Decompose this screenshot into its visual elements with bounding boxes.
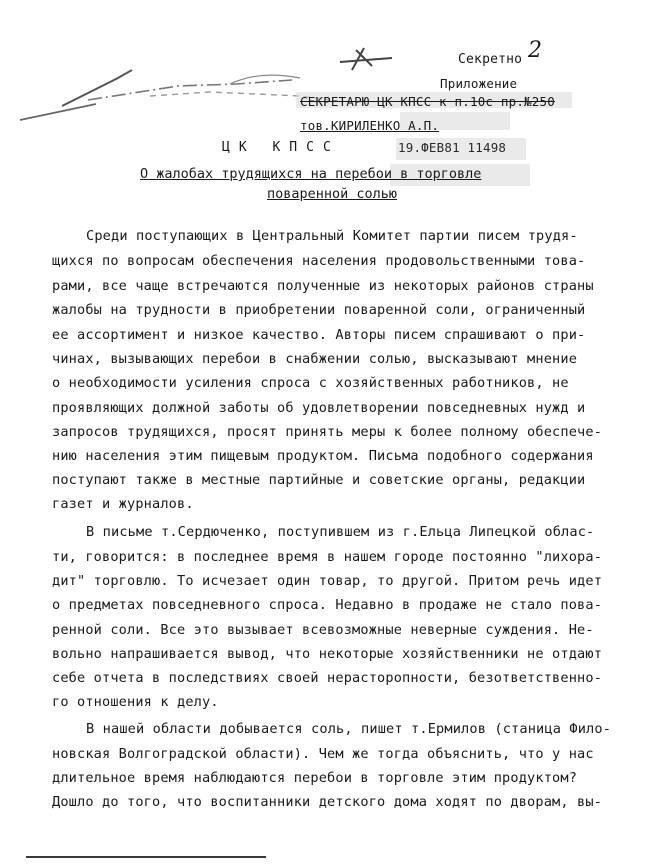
- body-line: длительное время наблюдаются перебои в торговле этим продуктом?: [52, 770, 578, 786]
- body-line: поступают также в местные партийные и советские органы, редакции: [52, 472, 586, 488]
- body-line: о предметах повседневного спроса. Недавно в продаже не стало пова-: [52, 597, 603, 613]
- secret-mark: Секретно: [458, 52, 523, 67]
- bottom-rule: [26, 856, 266, 858]
- body-line: себе отчета в последствиях своей нерасторопности, безответственно-: [52, 670, 603, 686]
- body-line: В нашей области добывается соль, пишет т.Ермилов (станица Фило-: [86, 721, 612, 737]
- body-line: чинах, вызывающих перебои в снабжении солью, высказывают мнение: [52, 351, 578, 367]
- subject-line-2: поваренной солью: [267, 186, 398, 202]
- addressee: тов.КИРИЛЕНКО А.П.: [300, 118, 440, 133]
- secretary-line: СЕКРЕТАРЮ ЦК КПСС к п.10с пр.№250: [300, 94, 555, 109]
- body-line: го отношения к делу.: [52, 694, 219, 710]
- body-line: газет и журналов.: [52, 496, 194, 512]
- body-line: новская Волгоградской области). Чем же тогда объяснить, что у нас: [52, 746, 594, 762]
- page-number: 2: [528, 38, 543, 63]
- body-line: ти, говорится: в последнее время в нашем городе постоянно "лихора-: [52, 549, 603, 565]
- date-stamp: 19.ФЕВ81 11498: [398, 140, 507, 155]
- body-line: рами, все чаще встречаются полученные из некоторых районов страны: [52, 278, 594, 294]
- body-line: дит" торговлю. То исчезает один товар, то другой. Притом речь идет: [52, 573, 603, 589]
- body-line: ренной соли. Все это вызывает всевозможные неверные суждения. Не-: [52, 622, 594, 638]
- body-line: Среди поступающих в Центральный Комитет партии писем трудя-: [86, 228, 578, 244]
- central-committee: ЦК КПСС: [222, 140, 340, 155]
- handwritten-scrawl: [0, 40, 420, 130]
- body-line: нию населения этим пищевым продуктом. Письма подобного содержания: [52, 448, 594, 464]
- body-line: вольно напрашивается вывод, что некоторые хозяйственники не отдают: [52, 646, 603, 662]
- attachment-label: Приложение: [440, 76, 518, 91]
- body-line: проявляющих должной заботы об удовлетворении повседневных нужд и: [52, 400, 586, 416]
- body-line: В письме т.Сердюченко, поступившем из г.Ельца Липецкой облас-: [86, 524, 595, 540]
- subject-line-1: О жалобах трудящихся на перебои в торговле: [140, 166, 482, 182]
- body-line: запросов трудящихся, просят принять меры к более полному обеспече-: [52, 424, 603, 440]
- body-line: Дошло до того, что воспитанники детского дома ходят по дворам, вы-: [52, 794, 603, 810]
- body-line: щихся по вопросам обеспечения населения продовольственными това-: [52, 253, 586, 269]
- body-line: о необходимости усиления спроса с хозяйственных работников, не: [52, 375, 569, 391]
- body-line: жалобы на трудности в приобретении поваренной соли, ограниченный: [52, 302, 586, 318]
- body-line: ее ассортимент и низкое качество. Авторы писем спрашивают о при-: [52, 327, 586, 343]
